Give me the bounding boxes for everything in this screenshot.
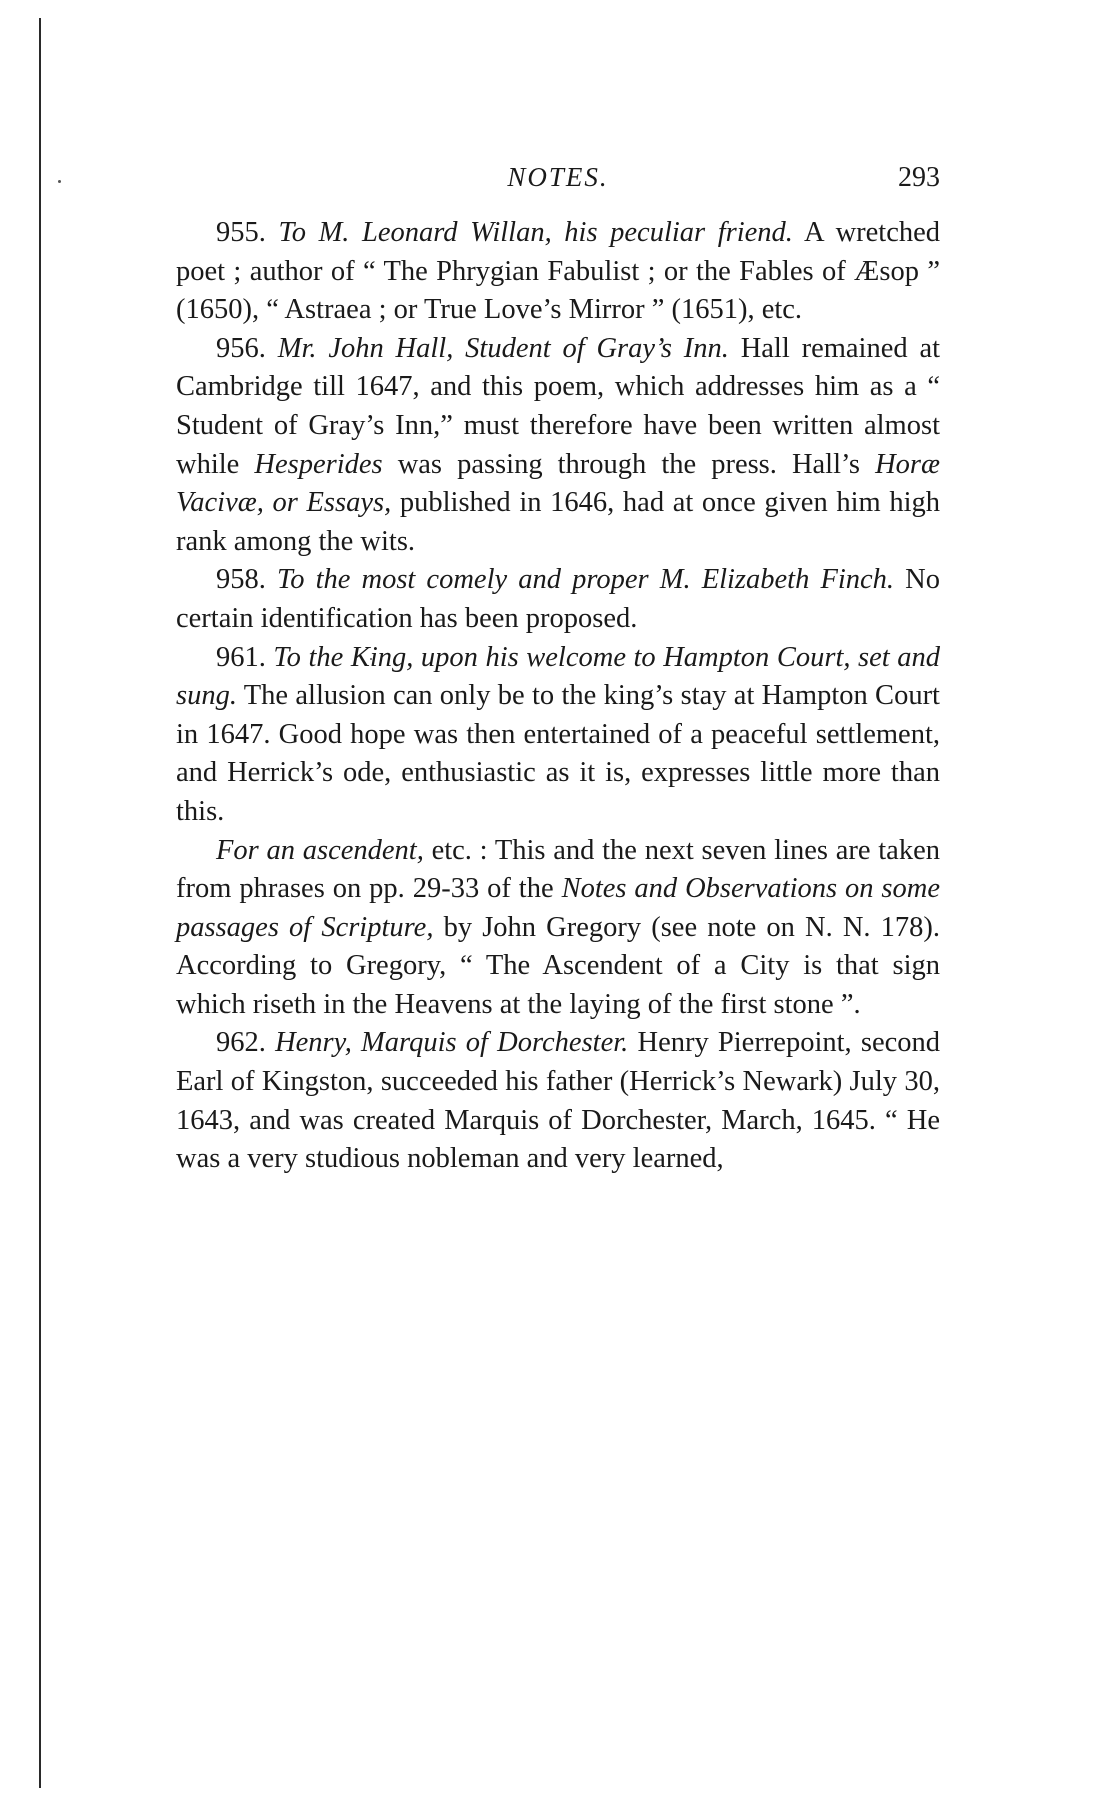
note-number: 956.	[216, 332, 266, 364]
note-962	[176, 1024, 940, 1178]
note-italic-title: Notes and Observations on some passages of Scripture,	[176, 873, 941, 943]
note-body: by John Gregory (see note on N. N. 178). According to Gregory, “ The Ascendent of a City is that sign which riseth in the Heavens at the laying of the first stone ”.	[176, 911, 940, 1020]
page-content	[176, 162, 940, 1179]
note-body: Henry Pierrepoint, second Earl of Kingston, succeeded his father (Herrick’s Newark) July 30, 1643, and was created Marquis of Dorchester, March, 1645. “ He was a very studious nobleman and very learned,	[176, 1027, 941, 1175]
note-961-ascendent	[176, 832, 940, 1025]
binding-edge-line	[39, 18, 41, 1788]
note-number: 961.	[216, 641, 266, 673]
note-heading: To the King, upon his welcome to Hampton Court, set and sung.	[176, 641, 941, 712]
note-heading: Henry, Marquis of Dorchester.	[275, 1027, 629, 1059]
note-body: was passing through the press. Hall’s	[397, 448, 861, 480]
note-955	[176, 214, 940, 330]
note-body: The allusion can only be to the king’s stay at Hampton Court in 1647. Good hope was then entertained of a peaceful settlement, and Herrick’s ode, enthusiastic as it is, expresses little more than this.	[176, 680, 940, 827]
note-961	[176, 639, 940, 832]
note-956	[176, 330, 940, 562]
note-body: A wretched poet ; author of “ The Phrygian Fabulist ; or the Fables of Æsop ” (1650), “ Astraea ; or True Love’s Mirror ” (1651), etc.	[176, 217, 941, 326]
note-italic-title: Horæ Vacivæ, or Essays,	[176, 448, 941, 519]
note-heading: To the most comely and proper M. Elizabeth Finch.	[276, 564, 895, 596]
note-number: 955.	[216, 217, 266, 248]
note-italic-title: Hesperides	[254, 448, 383, 480]
note-958	[176, 561, 940, 638]
running-title: NOTES.	[507, 162, 609, 192]
note-body: Hall remained at Cambridge till 1647, and this poem, which addresses him as a “ Student of Gray’s Inn,” must therefore have been written almost while	[176, 332, 941, 480]
page-number: 293	[898, 162, 940, 193]
note-heading: To M. Leonard Willan, his peculiar friend.	[278, 217, 793, 248]
note-body: etc. : This and the next seven lines are taken from phrases on pp. 29-33 of the	[176, 834, 940, 905]
note-body: published in 1646, had at once given him high rank among the wits.	[176, 487, 941, 557]
note-heading: Mr. John Hall, Student of Gray’s Inn.	[277, 332, 729, 364]
page-header	[176, 162, 940, 202]
page-speck	[58, 180, 61, 183]
note-number: 962.	[216, 1027, 266, 1059]
note-number: 958.	[216, 564, 266, 596]
note-heading: For an ascendent,	[216, 834, 424, 866]
note-body: No certain identification has been proposed.	[176, 564, 941, 634]
